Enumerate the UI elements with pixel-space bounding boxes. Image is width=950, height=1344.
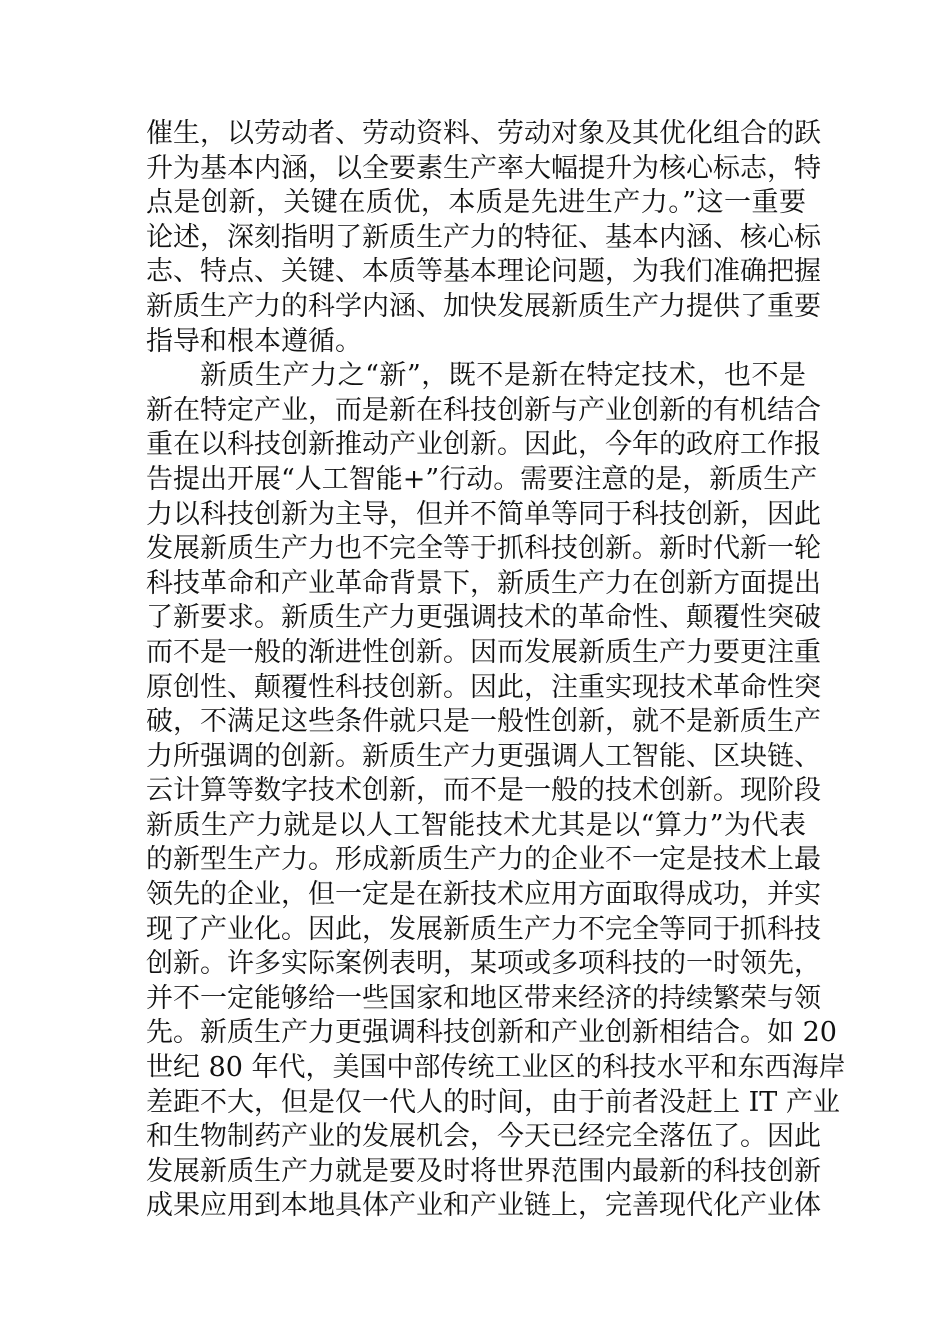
text-line: 点是创新，关键在质优，本质是先进生产力。”这一重要: [146, 187, 806, 219]
text-line: 科技革命和产业革命背景下，新质生产力在创新方面提出: [146, 567, 821, 599]
text-line: 论述，深刻指明了新质生产力的特征、基本内涵、核心标: [146, 221, 821, 253]
text-line: 力以科技创新为主导，但并不简单等同于科技创新，因此: [146, 498, 821, 530]
text-line: 差距不大，但是仅一代人的时间，由于前者没赶上 IT 产业: [146, 1086, 840, 1118]
text-line: 领先的企业，但一定是在新技术应用方面取得成功，并实: [146, 879, 821, 911]
text-line: 世纪 80 年代，美国中部传统工业区的科技水平和东西海岸: [146, 1052, 846, 1084]
text-line: 的新型生产力。形成新质生产力的企业不一定是技术上最: [146, 844, 821, 876]
text-line: 新质生产力就是以人工智能技术尤其是以“算力”为代表: [146, 809, 806, 841]
text-line: 指导和根本遵循。: [146, 325, 362, 357]
text-line: 新质生产力的科学内涵、加快发展新质生产力提供了重要: [146, 290, 821, 322]
text-line: 先。新质生产力更强调科技创新和产业创新相结合。如 20: [146, 1017, 837, 1049]
text-line: 志、特点、关键、本质等基本理论问题，为我们准确把握: [146, 256, 821, 288]
text-line: 云计算等数字技术创新，而不是一般的技术创新。现阶段: [146, 775, 821, 807]
text-line: 成果应用到本地具体产业和产业链上，完善现代化产业体: [146, 1190, 821, 1222]
text-line: 重在以科技创新推动产业创新。因此，今年的政府工作报: [146, 429, 821, 461]
text-line: 发展新质生产力也不完全等于抓科技创新。新时代新一轮: [146, 533, 821, 565]
text-line: 而不是一般的渐进性创新。因而发展新质生产力要更注重: [146, 636, 821, 668]
body-text: [146, 117, 846, 1224]
text-line: 原创性、颠覆性科技创新。因此，注重实现技术革命性突: [146, 671, 821, 703]
text-line: 破，不满足这些条件就只是一般性创新，就不是新质生产: [146, 706, 821, 738]
text-line: 催生，以劳动者、劳动资料、劳动对象及其优化组合的跃: [146, 118, 821, 149]
text-line: 告提出开展“人工智能+”行动。需要注意的是，新质生产: [146, 463, 818, 495]
text-line: 并不一定能够给一些国家和地区带来经济的持续繁荣与领: [146, 982, 821, 1014]
text-line: 力所强调的创新。新质生产力更强调人工智能、区块链、: [146, 740, 821, 772]
text-line: 和生物制药产业的发展机会，今天已经完全落伍了。因此: [146, 1121, 821, 1153]
text-line: 升为基本内涵，以全要素生产率大幅提升为核心标志，特: [146, 152, 821, 184]
text-line: 发展新质生产力就是要及时将世界范围内最新的科技创新: [146, 1155, 821, 1187]
text-line: 创新。许多实际案例表明，某项或多项科技的一时领先，: [146, 948, 821, 980]
paragraph-1: [146, 117, 821, 359]
text-line: 现了产业化。因此，发展新质生产力不完全等同于抓科技: [146, 913, 821, 945]
text-line: 新在特定产业，而是新在科技创新与产业创新的有机结合: [146, 394, 821, 426]
text-line: 新质生产力之“新”，既不是新在特定技术，也不是: [200, 360, 806, 392]
text-line: 了新要求。新质生产力更强调技术的革命性、颠覆性突破: [146, 602, 821, 634]
paragraph-2: [146, 359, 846, 1224]
